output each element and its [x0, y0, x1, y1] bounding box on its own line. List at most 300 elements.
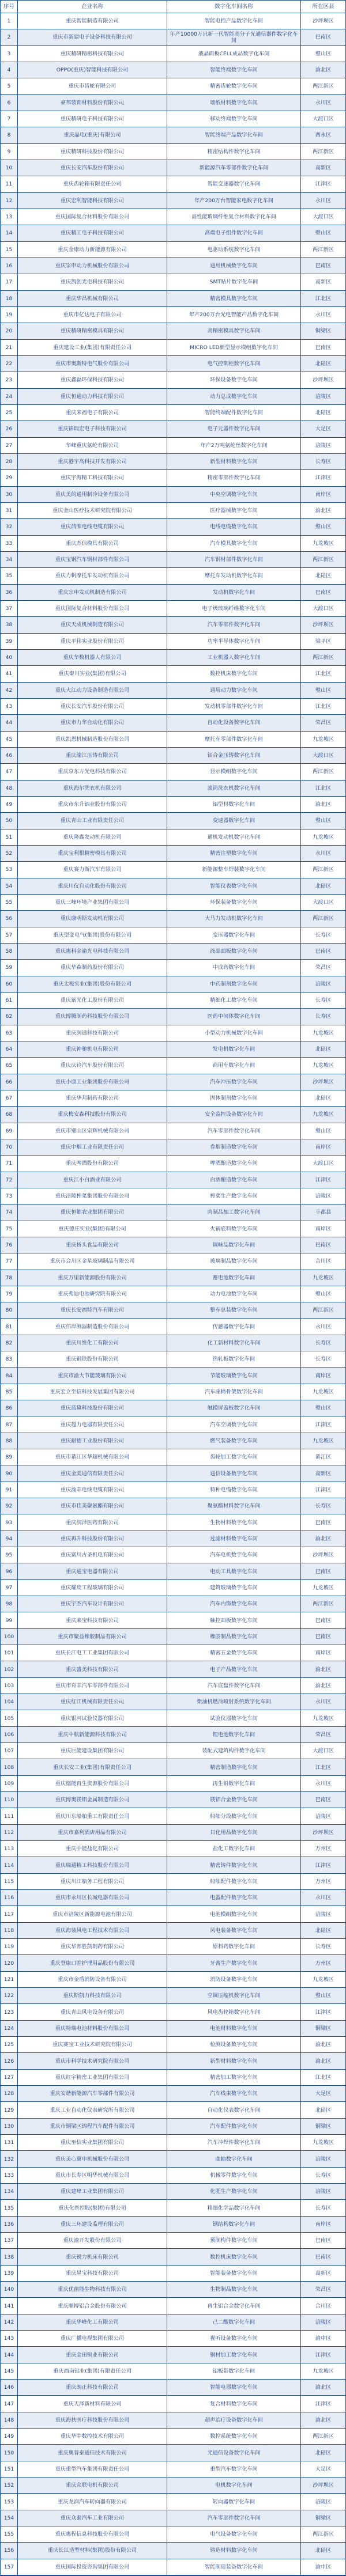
cell-company: 重庆市铜梁区锦程汽车配件有限公司: [18, 2119, 167, 2134]
cell-no: 104: [1, 1694, 18, 1710]
cell-company: 重庆美的通用制冷设备有限公司: [18, 487, 167, 502]
table-row: [1, 13, 345, 29]
cell-workshop: 新能源整车焊装数字化车间: [167, 862, 301, 877]
cell-district: 巴南区: [315, 1241, 332, 1248]
cell-company: 重庆金山医疗技术研究院有限公司: [18, 503, 167, 518]
cell-no: 78: [1, 1270, 18, 1286]
table-row: [1, 242, 345, 258]
cell-no: 138: [1, 2249, 18, 2264]
cell-no: 2: [1, 29, 18, 45]
cell-district: 西永区: [315, 132, 332, 139]
cell-workshop: 蓄电池数字化车间: [167, 1270, 301, 1286]
cell-company: 重庆莱宝科技有限公司: [18, 1612, 167, 1628]
table-row: [1, 1694, 345, 1710]
cell-workshop: 生物制品数字化车间: [167, 2282, 301, 2297]
cell-no: 11: [1, 176, 18, 192]
cell-company: 重庆精研精密模具有限公司: [18, 323, 167, 339]
table-row: [1, 2266, 345, 2282]
cell-district: 北碚区: [315, 361, 332, 368]
table-row: [1, 1449, 345, 1465]
cell-district: 大渡口区: [313, 116, 334, 123]
cell-workshop: 中央空调数字化车间: [167, 487, 301, 502]
cell-no: 61: [1, 992, 18, 1008]
cell-company: 重庆市齿轮有限公司: [18, 78, 167, 94]
cell-district: 长寿区: [315, 997, 332, 1004]
cell-district: 沙坪坝区: [313, 2482, 334, 2489]
cell-no: 40: [1, 650, 18, 665]
cell-workshop: 智能电器数字化车间: [167, 2380, 301, 2395]
cell-district: 长寿区: [315, 1339, 332, 1346]
cell-district: 高新区: [315, 279, 332, 286]
cell-company: 重庆华森制药股份有限公司: [18, 960, 167, 975]
cell-company: 重庆长江造型材料(集团)股份有限公司: [18, 2543, 167, 2558]
table-row: [1, 1710, 345, 1726]
cell-company: 重庆市长寿区明华机械有限公司: [18, 2168, 167, 2183]
cell-workshop: 调味品数字化车间: [167, 1237, 301, 1253]
cell-no: 131: [1, 2135, 18, 2150]
cell-no: 10: [1, 160, 18, 176]
table-row: [1, 176, 345, 192]
cell-workshop: 精密五金数字化车间: [167, 1645, 301, 1661]
cell-district: 长寿区: [315, 1013, 332, 1020]
cell-workshop: 柴油机燃油喷射系统数字化车间: [167, 1694, 301, 1710]
table-row: [1, 2461, 345, 2477]
cell-company: 重庆斯凯力科技有限公司: [18, 1988, 167, 2003]
cell-company: 重庆瑞通精工科技股份有限公司: [18, 1857, 167, 1873]
cell-company: 重庆特瑞电池材料股份有限公司: [18, 2021, 167, 2036]
cell-district: 大渡口区: [313, 214, 334, 221]
cell-company: 重庆金田铜业有限公司: [18, 2347, 167, 2362]
cell-no: 117: [1, 1906, 18, 1922]
table-row: [1, 1384, 345, 1400]
cell-no: 100: [1, 1629, 18, 1645]
cell-company: 重庆顺博铝合金股份有限公司: [18, 2298, 167, 2313]
cell-no: 81: [1, 1319, 18, 1334]
cell-company: 重庆市聚益橡胶制品有限公司: [18, 1629, 167, 1645]
cell-district: 沙坪坝区: [313, 377, 334, 384]
cell-no: 7: [1, 111, 18, 127]
cell-company: 重庆润通科技有限公司: [18, 1025, 167, 1041]
cell-company: 重庆青山工业有限责任公司: [18, 813, 167, 828]
table-row: [1, 1923, 345, 1939]
cell-district: 渝中区: [315, 2563, 332, 2570]
cell-company: 重庆银河试验仪器有限公司: [18, 1710, 167, 1726]
cell-district: 两江新区: [313, 1307, 334, 1314]
cell-workshop: 固体制剂数字化车间: [167, 1090, 301, 1106]
cell-company: 重庆川仪自动化股份有限公司: [18, 878, 167, 894]
cell-no: 30: [1, 487, 18, 502]
cell-workshop: 电器配件数字化车间: [167, 1890, 301, 1906]
cell-district: 大渡口区: [313, 605, 334, 612]
cell-workshop: 化工新材料数字化车间: [167, 1335, 301, 1351]
cell-workshop: 生物材料数字化车间: [167, 1514, 301, 1530]
cell-workshop: 年产200万台智能家电数字化车间: [167, 193, 301, 209]
cell-district: 沙坪坝区: [313, 1552, 334, 1559]
cell-workshop: 玻璃制品数字化车间: [167, 1253, 301, 1269]
cell-workshop: 牙膏生产数字化车间: [167, 1955, 301, 1971]
table-row: [1, 748, 345, 764]
cell-no: 20: [1, 323, 18, 339]
cell-district: 沙坪坝区: [313, 1829, 334, 1836]
cell-workshop: 节能玻璃数字化车间: [167, 1367, 301, 1383]
table-row: [1, 46, 345, 62]
cell-district: 两江新区: [313, 246, 334, 253]
cell-company: 重庆海装风电工程技术有限公司: [18, 1923, 167, 1938]
cell-workshop: 光通信设备数字化车间: [167, 2445, 301, 2460]
cell-workshop: 智能装备数字化车间: [167, 2266, 301, 2281]
cell-no: 108: [1, 1759, 18, 1775]
cell-workshop: 铝型材数字化车间: [167, 797, 301, 812]
table-row: [1, 274, 345, 290]
cell-no: 43: [1, 699, 18, 714]
table-row: [1, 127, 345, 143]
cell-district: 北碚区: [315, 2547, 332, 2554]
cell-no: 85: [1, 1384, 18, 1400]
cell-company: 重庆宏利智能科技有限公司: [18, 193, 167, 209]
cell-district: 九龙坡区: [313, 1584, 334, 1591]
cell-no: 54: [1, 878, 18, 894]
cell-no: 35: [1, 568, 18, 584]
table-row: [1, 829, 345, 846]
cell-workshop: 汽车电机数字化车间: [167, 1547, 301, 1563]
table-row: [1, 650, 345, 666]
cell-district: 九龙坡区: [313, 1437, 334, 1444]
cell-workshop: 通信设备数字化车间: [167, 1465, 301, 1481]
table-row: [1, 1107, 345, 1123]
cell-workshop: 大马力发动机数字化车间: [167, 911, 301, 926]
cell-company: 重庆晶电(重庆)有限公司: [18, 127, 167, 143]
cell-district: 渝北区: [315, 2058, 332, 2064]
table-row: [1, 2298, 345, 2314]
cell-company: 重庆智能制造有限公司: [18, 13, 167, 29]
cell-no: 46: [1, 748, 18, 763]
table-row: [1, 1482, 345, 1498]
cell-workshop: 检测设备数字化车间: [167, 2037, 301, 2052]
cell-company: 重庆巨能建设集团有限公司: [18, 1743, 167, 1759]
cell-workshop: 安全监控设备数字化车间: [167, 1107, 301, 1122]
cell-district: 北碚区: [315, 573, 332, 579]
cell-company: 重庆海尔洗衣机有限公司: [18, 781, 167, 796]
cell-no: 39: [1, 634, 18, 649]
cell-workshop: 齿轮加工数字化车间: [167, 1449, 301, 1465]
table-row: [1, 1596, 345, 1612]
cell-company: 重庆至信实业集团有限公司: [18, 2135, 167, 2150]
table-row: [1, 291, 345, 307]
cell-company: 重庆耐德工业股份有限公司: [18, 1433, 167, 1449]
cell-no: 26: [1, 421, 18, 437]
cell-no: 123: [1, 2004, 18, 2020]
cell-no: 50: [1, 813, 18, 828]
cell-company: 重庆市新建电子设备科技有限公司: [18, 29, 167, 45]
cell-workshop: 液晶面板数字化车间: [167, 944, 301, 959]
cell-workshop: 肉制品加工数字化车间: [167, 1204, 301, 1220]
table-row: [1, 1433, 345, 1449]
cell-workshop: 墙纸材料数字化车间: [167, 95, 301, 111]
cell-no: 116: [1, 1890, 18, 1906]
cell-company: 重庆宇海精工科技有限公司: [18, 470, 167, 486]
cell-workshop: 滚筒洗衣机数字化车间: [167, 781, 301, 796]
cell-no: 42: [1, 683, 18, 698]
cell-company: 重庆川东船舶重工有限责任公司: [18, 1808, 167, 1824]
cell-no: 37: [1, 601, 18, 616]
table-row: [1, 2543, 345, 2559]
cell-district: 荣昌区: [315, 1731, 332, 1738]
cell-no: 113: [1, 1841, 18, 1857]
table-row: [1, 2510, 345, 2526]
cell-district: 两江新区: [313, 83, 334, 90]
table-row: [1, 454, 345, 470]
cell-no: 27: [1, 438, 18, 453]
table-row: [1, 225, 345, 241]
cell-no: 118: [1, 1923, 18, 1938]
cell-company: 重庆长安福特汽车有限公司: [18, 1302, 167, 1318]
cell-workshop: MICRO LED新型显示模组数字化车间: [167, 340, 301, 355]
table-row: [1, 683, 345, 699]
cell-district: 涪陵区: [315, 2498, 332, 2505]
cell-company: 重庆盛美科技有限公司: [18, 1661, 167, 1677]
cell-workshop: 汽车冲压数字化车间: [167, 1074, 301, 1090]
cell-no: 74: [1, 1204, 18, 1220]
cell-workshop: 锂电池数字化车间: [167, 1727, 301, 1742]
cell-no: 49: [1, 797, 18, 812]
cell-company: 重庆青山风电设备有限公司: [18, 2004, 167, 2020]
cell-district: 南岸区: [315, 1225, 332, 1232]
table-row: [1, 1645, 345, 1661]
cell-workshop: 环保设备数字化车间: [167, 372, 301, 388]
cell-no: 124: [1, 2021, 18, 2036]
cell-district: 荣昌区: [315, 964, 332, 971]
cell-district: 江津区: [315, 181, 332, 188]
cell-district: 江津区: [315, 2400, 332, 2407]
cell-no: 84: [1, 1367, 18, 1383]
cell-workshop: 年产10000万只新一代智能高分子光通信器件数字化车间: [167, 29, 301, 45]
table-row: [1, 95, 345, 111]
cell-company: 重庆海扶医疗科技股份有限公司: [18, 2412, 167, 2428]
cell-workshop: 智能终端产品数字化车间: [167, 127, 301, 143]
cell-district: 渝北区: [315, 1682, 332, 1689]
cell-no: 16: [1, 258, 18, 274]
cell-workshop: 汽车底盘件数字化车间: [167, 1678, 301, 1694]
cell-no: 93: [1, 1514, 18, 1530]
table-row: [1, 2477, 345, 2494]
cell-workshop: 智能终端数字化车间: [167, 62, 301, 78]
cell-district: 九龙坡区: [313, 834, 334, 840]
cell-company: 重庆港宇高科技开发有限公司: [18, 454, 167, 469]
cell-district: 渝北区: [315, 507, 332, 514]
cell-company: 重庆华中数控技术有限公司: [18, 2429, 167, 2444]
cell-workshop: 电机数字化车间: [167, 2477, 301, 2493]
cell-district: 渝北区: [315, 2416, 332, 2423]
cell-district: 渝北区: [315, 67, 332, 74]
table-row: [1, 2282, 345, 2298]
cell-no: 146: [1, 2380, 18, 2395]
cell-district: 九龙坡区: [313, 736, 334, 743]
cell-district: 高新区: [315, 165, 332, 172]
cell-company: 重庆市东升铝业股份有限公司: [18, 797, 167, 812]
cell-district: 两江新区: [313, 866, 334, 873]
cell-workshop: SMT贴片数字化车间: [167, 274, 301, 290]
cell-no: 18: [1, 291, 18, 306]
cell-company: 重庆润泽医药有限公司: [18, 1514, 167, 1530]
cell-no: 41: [1, 666, 18, 681]
cell-no: 94: [1, 1531, 18, 1547]
cell-workshop: 聚氨酯材料数字化车间: [167, 1498, 301, 1514]
cell-district: 璧山区: [315, 1290, 332, 1297]
cell-workshop: 汽车钢材部件数字化车间: [167, 552, 301, 567]
cell-company: 重庆市合川区金星玻璃制品有限公司: [18, 1253, 167, 1269]
cell-district: 巴南区: [315, 1633, 332, 1640]
cell-company: 重庆市奥斯特电气股份有限公司: [18, 356, 167, 372]
cell-no: 135: [1, 2200, 18, 2215]
cell-no: 23: [1, 372, 18, 388]
cell-district: 璧山区: [315, 1992, 332, 1999]
cell-company: 重庆来福电子有限公司: [18, 405, 167, 421]
header-workshop: 数字化车间名称: [167, 1, 301, 13]
cell-no: 51: [1, 829, 18, 845]
table-row: [1, 111, 345, 127]
cell-company: 重庆超力电器有限责任公司: [18, 1416, 167, 1432]
cell-district: 南岸区: [315, 1650, 332, 1657]
table-row: [1, 862, 345, 878]
cell-district: 江津区: [315, 1176, 332, 1183]
cell-company: 重庆啤酒股份有限公司: [18, 1156, 167, 1171]
cell-district: 九龙坡区: [313, 1274, 334, 1281]
table-row: [1, 2249, 345, 2265]
cell-company: 重庆宗申动力机械股份有限公司: [18, 258, 167, 274]
table-row: [1, 29, 345, 46]
cell-district: 巴南区: [315, 2253, 332, 2260]
cell-district: 北碚区: [315, 410, 332, 416]
cell-district: 沙坪坝区: [313, 1078, 334, 1085]
cell-workshop: 新型材料数字化车间: [167, 454, 301, 469]
cell-workshop: 医药中间体数字化车间: [167, 1009, 301, 1024]
cell-company: 重庆众泰汽车工业有限公司: [18, 2510, 167, 2526]
table-row: [1, 1857, 345, 1873]
cell-district: 渝北区: [315, 1666, 332, 1673]
cell-workshop: 电气控制柜数字化车间: [167, 356, 301, 372]
cell-workshop: 精密铸件数字化车间: [167, 1857, 301, 1873]
table-row: [1, 1204, 345, 1221]
cell-district: 璧山区: [315, 1127, 332, 1134]
cell-no: 36: [1, 585, 18, 600]
table-row: [1, 846, 345, 862]
cell-workshop: 动力电池数字化车间: [167, 1286, 301, 1302]
cell-workshop: 建筑玻璃数字化车间: [167, 1580, 301, 1596]
cell-workshop: 数控机床数字化车间: [167, 666, 301, 681]
table-row: [1, 1972, 345, 1988]
table-row: [1, 2494, 345, 2510]
cell-no: 65: [1, 1058, 18, 1073]
cell-workshop: 智能终端配件数字化车间: [167, 405, 301, 421]
cell-no: 60: [1, 976, 18, 992]
cell-workshop: 动力总成数字化车间: [167, 389, 301, 404]
cell-company: 重庆通宝电器有限公司: [18, 1563, 167, 1579]
table-row: [1, 2380, 345, 2396]
table-row: [1, 1221, 345, 1237]
cell-workshop: 数控机床数字化车间: [167, 2249, 301, 2264]
table-row: [1, 144, 345, 160]
table-row: [1, 323, 345, 339]
cell-district: 涪陵区: [315, 1193, 332, 1199]
cell-company: 重庆精研精密科技有限公司: [18, 46, 167, 62]
cell-workshop: 汽车配件数字化车间: [167, 2119, 301, 2134]
table-row: [1, 2151, 345, 2167]
header-no: 序号: [1, 1, 18, 13]
table-row: [1, 1090, 345, 1107]
table-row: [1, 340, 345, 356]
cell-company: 重庆博腾制药科技股份有限公司: [18, 1009, 167, 1024]
cell-no: 44: [1, 715, 18, 730]
cell-district: 北碚区: [315, 1046, 332, 1053]
cell-district: 巴南区: [315, 1797, 332, 1804]
cell-workshop: 医疗器械数字化车间: [167, 503, 301, 518]
cell-no: 119: [1, 1939, 18, 1954]
cell-company: 重庆恒都农业集团有限公司: [18, 1204, 167, 1220]
cell-workshop: 显示模组数字化车间: [167, 764, 301, 779]
table-row: [1, 895, 345, 911]
cell-district: 九龙坡区: [313, 1715, 334, 1722]
cell-district: 大渡口区: [313, 899, 334, 906]
table-row: [1, 2347, 345, 2363]
cell-district: 长寿区: [315, 1503, 332, 1510]
cell-district: 璧山区: [315, 524, 332, 531]
table-row: [1, 2445, 345, 2461]
table-row: [1, 2021, 345, 2037]
cell-workshop: 高端电子组件数字化车间: [167, 225, 301, 241]
cell-no: 149: [1, 2429, 18, 2444]
cell-district: 江津区: [315, 2009, 332, 2016]
cell-district: 江北区: [315, 670, 332, 677]
cell-no: 89: [1, 1449, 18, 1465]
cell-workshop: 己二酸数字化车间: [167, 2314, 301, 2330]
table-row: [1, 1172, 345, 1188]
cell-workshop: 新能源汽车零部件数字化车间: [167, 160, 301, 176]
table-row: [1, 2314, 345, 2331]
cell-workshop: 环保装备数字化车间: [167, 895, 301, 910]
cell-company: 重庆力帆摩托车发动机有限公司: [18, 568, 167, 584]
table-row: [1, 568, 345, 584]
cell-company: 重庆江小白酒业有限公司: [18, 1172, 167, 1188]
cell-district: 大足区: [315, 2090, 332, 2097]
cell-district: 巴南区: [315, 948, 332, 955]
cell-workshop: 精密零部件数字化车间: [167, 470, 301, 486]
table-row: [1, 911, 345, 927]
cell-no: 77: [1, 1253, 18, 1269]
cell-company: 重庆工业自动化仪表研究所有限公司: [18, 2102, 167, 2117]
cell-district: 南岸区: [315, 1144, 332, 1150]
table-row: [1, 389, 345, 405]
cell-district: 涪陵区: [315, 2319, 332, 2325]
cell-company: 重庆西南铝业(集团)有限责任公司: [18, 2363, 167, 2379]
cell-no: 156: [1, 2543, 18, 2558]
cell-no: 120: [1, 1955, 18, 1971]
cell-company: 重庆三环建设监理有限公司: [18, 2217, 167, 2232]
cell-company: 重庆秦川实业(集团)有限公司: [18, 666, 167, 681]
cell-district: 渝中区: [315, 2335, 332, 2342]
cell-workshop: 超声治疗设备数字化车间: [167, 2412, 301, 2428]
cell-company: 重庆国际复合材料股份有限公司: [18, 209, 167, 225]
cell-district: 大渡口区: [313, 752, 334, 759]
table-row: [1, 797, 345, 813]
table-row: [1, 878, 345, 895]
table-row: [1, 2184, 345, 2200]
cell-workshop: 电子产品数字化车间: [167, 1661, 301, 1677]
table-row: [1, 258, 345, 274]
cell-company: 重庆市永川区长城电器有限公司: [18, 1890, 167, 1906]
cell-workshop: 发动机零部件数字化车间: [167, 699, 301, 714]
cell-company: 重庆恒通动力科技有限公司: [18, 389, 167, 404]
cell-company: 重庆宇杰汽车设计有限公司: [18, 1596, 167, 1612]
